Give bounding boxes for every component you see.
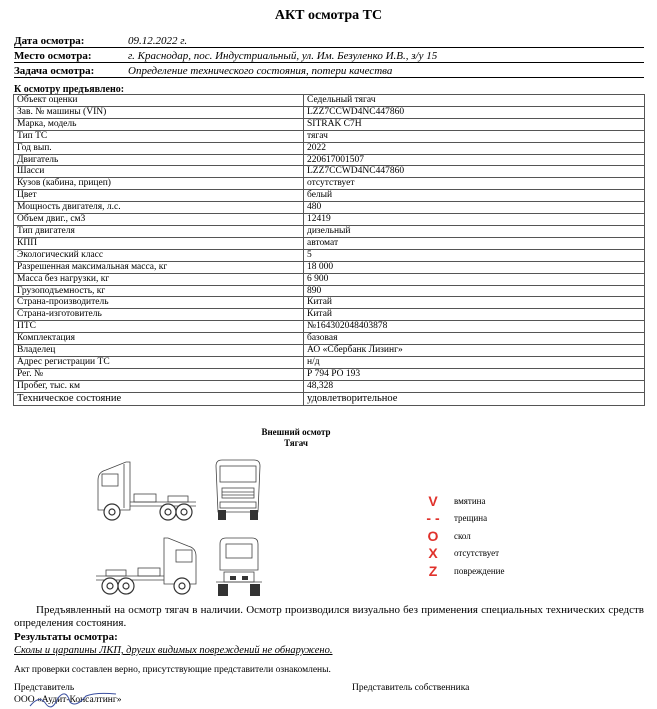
spec-row xyxy=(14,118,645,130)
spec-value: Р 794 РО 193 xyxy=(304,368,645,380)
spec-row xyxy=(14,249,645,261)
spec-key: Год вып. xyxy=(14,142,304,154)
spec-value: Китай xyxy=(304,309,645,321)
spec-value: белый xyxy=(304,190,645,202)
dent-icon: V xyxy=(428,492,438,509)
spec-row xyxy=(14,214,645,226)
legend-item-chip xyxy=(418,527,504,545)
spec-row xyxy=(14,166,645,178)
spec-key: Объем двиг., см3 xyxy=(14,214,304,226)
spec-value: автомат xyxy=(304,237,645,249)
truck-rear-view xyxy=(214,536,264,598)
spec-row xyxy=(14,380,645,392)
signature-scribble-icon xyxy=(26,690,126,709)
spec-key: Мощность двигателя, л.с. xyxy=(14,202,304,214)
section-heading: К осмотру предъявлено: xyxy=(14,84,125,95)
spec-key: Страна-производитель xyxy=(14,297,304,309)
spec-value: 890 xyxy=(304,285,645,297)
spec-value: 12419 xyxy=(304,214,645,226)
spec-row xyxy=(14,190,645,202)
spec-value: 6 900 xyxy=(304,273,645,285)
spec-value: 48,328 xyxy=(304,380,645,392)
spec-key: Цвет xyxy=(14,190,304,202)
spec-value: 18 000 xyxy=(304,261,645,273)
spec-value: АО «Сбербанк Лизинг» xyxy=(304,345,645,357)
spec-value: дизельный xyxy=(304,225,645,237)
spec-key: Масса без нагрузки, кг xyxy=(14,273,304,285)
meta-row-task xyxy=(14,63,644,78)
spec-key: Тип ТС xyxy=(14,130,304,142)
spec-value: Китай xyxy=(304,297,645,309)
spec-value: удовлетворительное xyxy=(304,392,645,405)
spec-table xyxy=(13,94,645,406)
spec-key: Кузов (кабина, прицеп) xyxy=(14,178,304,190)
meta-row-date xyxy=(14,33,644,48)
legend-label: скол xyxy=(454,530,471,541)
spec-row xyxy=(14,297,645,309)
spec-row xyxy=(14,106,645,118)
spec-value: 5 xyxy=(304,249,645,261)
spec-key: Экологический класс xyxy=(14,249,304,261)
document-title: АКТ осмотра ТС xyxy=(274,8,383,23)
spec-key: Страна-изготовитель xyxy=(14,309,304,321)
spec-key: Зав. № машины (VIN) xyxy=(14,106,304,118)
meta-value: г. Краснодар, пос. Индустриальный, ул. Им. Безуленко И.В., з/у 15 xyxy=(128,50,438,62)
results-heading: Результаты осмотра: xyxy=(14,631,118,643)
legend-item-crack xyxy=(418,510,504,528)
truck-front-view xyxy=(212,456,264,522)
acknowledgement-text: Акт проверки составлен верно, присутствующие представители ознакомлены. xyxy=(14,665,331,675)
meta-value: 09.12.2022 г. xyxy=(128,35,188,47)
spec-value: 220617001507 xyxy=(304,154,645,166)
meta-label: Дата осмотра: xyxy=(14,35,85,47)
signature-left-org: ООО «Аудит-Консалтинг» xyxy=(14,695,122,705)
spec-row xyxy=(14,345,645,357)
spec-row xyxy=(14,95,645,107)
spec-value: 480 xyxy=(304,202,645,214)
spec-value: 2022 xyxy=(304,142,645,154)
spec-row xyxy=(14,154,645,166)
statement-paragraph: Предъявленный на осмотр тягач в наличии. Осмотр производился визуально без применения специальных технических средств определения состояния. xyxy=(14,604,644,629)
spec-row xyxy=(14,237,645,249)
spec-key: Объект оценки xyxy=(14,95,304,107)
legend-label: отсутствует xyxy=(454,548,500,559)
spec-value: Седельный тягач xyxy=(304,95,645,107)
spec-value: отсутствует xyxy=(304,178,645,190)
crack-icon: - - xyxy=(426,510,440,527)
spec-row xyxy=(14,178,645,190)
spec-value: №164302048403878 xyxy=(304,321,645,333)
legend-label: вмятина xyxy=(454,495,486,506)
spec-row xyxy=(14,356,645,368)
results-text: Сколы и царапины ЛКП, других видимых повреждений не обнаружено. xyxy=(14,645,333,656)
spec-value: LZZ7CCWD4NC447860 xyxy=(304,106,645,118)
legend-item-missing xyxy=(418,545,504,563)
spec-row xyxy=(14,321,645,333)
spec-key: ПТС xyxy=(14,321,304,333)
spec-value: базовая xyxy=(304,333,645,345)
spec-row xyxy=(14,130,645,142)
spec-row xyxy=(14,261,645,273)
damage-legend xyxy=(418,492,504,580)
spec-key: КПП xyxy=(14,237,304,249)
spec-value: н/д xyxy=(304,356,645,368)
spec-key: Двигатель xyxy=(14,154,304,166)
spec-key: Разрешенная максимальная масса, кг xyxy=(14,261,304,273)
spec-row xyxy=(14,368,645,380)
meta-label: Место осмотра: xyxy=(14,50,92,62)
spec-row xyxy=(14,273,645,285)
spec-key: Рег. № xyxy=(14,368,304,380)
spec-row xyxy=(14,392,645,405)
missing-icon: X xyxy=(428,545,438,562)
legend-item-dent xyxy=(418,492,504,510)
spec-row xyxy=(14,333,645,345)
spec-row xyxy=(14,142,645,154)
chip-icon: O xyxy=(427,527,439,544)
spec-value: LZZ7CCWD4NC447860 xyxy=(304,166,645,178)
meta-label: Задача осмотра: xyxy=(14,65,95,77)
spec-row xyxy=(14,202,645,214)
spec-key: Марка, модель xyxy=(14,118,304,130)
truck-side-view-left xyxy=(92,536,204,600)
legend-label: трещина xyxy=(454,513,488,524)
spec-key: Тип двигателя xyxy=(14,225,304,237)
spec-key: Грузоподъемность, кг xyxy=(14,285,304,297)
spec-key: Владелец xyxy=(14,345,304,357)
legend-label: повреждение xyxy=(454,565,505,576)
spec-key: Адрес регистрации ТС xyxy=(14,356,304,368)
truck-side-view-right xyxy=(90,458,200,526)
legend-item-damage xyxy=(418,562,504,580)
spec-row xyxy=(14,285,645,297)
spec-row xyxy=(14,225,645,237)
signature-left-title: Представитель xyxy=(14,683,75,693)
meta-value: Определение технического состояния, потери качества xyxy=(128,65,393,77)
inspection-meta xyxy=(14,33,644,78)
spec-key: Шасси xyxy=(14,166,304,178)
spec-key: Техническое состояние xyxy=(14,392,304,405)
spec-key: Комплектация xyxy=(14,333,304,345)
spec-row xyxy=(14,309,645,321)
visual-subtitle: Тягач xyxy=(284,438,308,448)
spec-value: тягач xyxy=(304,130,645,142)
signature-right-title: Представитель собственника xyxy=(352,683,470,693)
spec-key: Пробег, тыс. км xyxy=(14,380,304,392)
damage-icon: Z xyxy=(428,562,438,579)
meta-row-place xyxy=(14,48,644,63)
spec-value: SITRAK C7H xyxy=(304,118,645,130)
visual-title: Внешний осмотр xyxy=(261,427,331,437)
